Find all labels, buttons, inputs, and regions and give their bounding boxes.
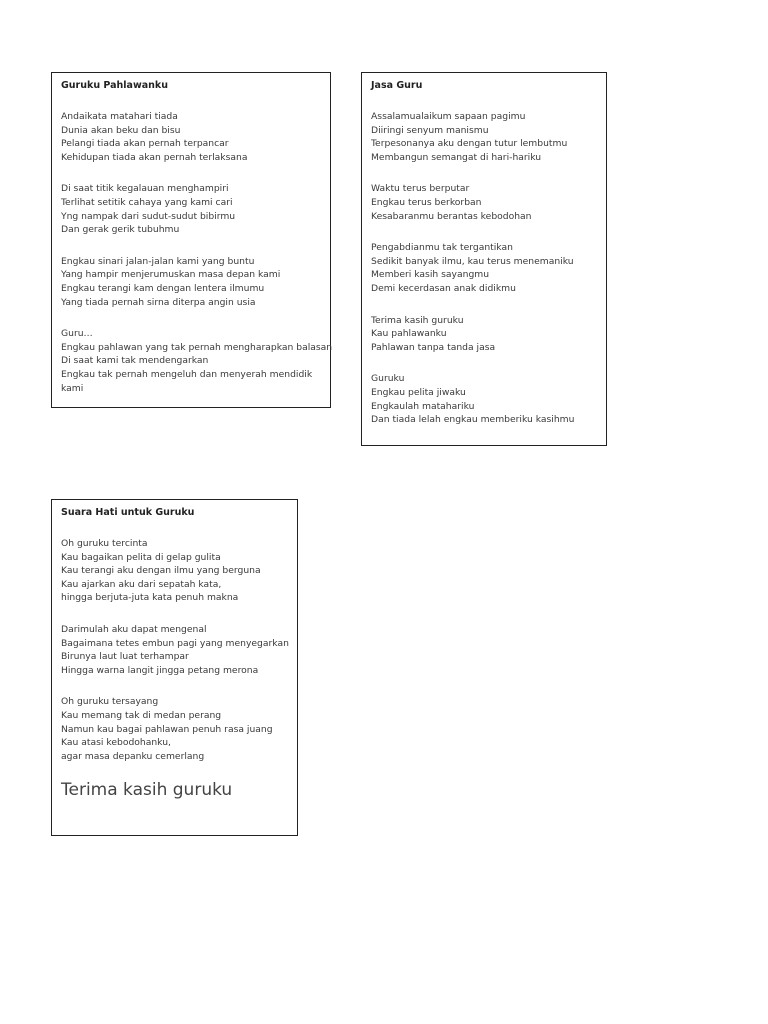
poem-card-guruku-pahlawanku [51, 72, 331, 408]
poem-line: Engkau pahlawan yang tak pernah mengharapkan balasan [61, 341, 333, 353]
poem-title: Suara Hati untuk Guruku [61, 507, 195, 518]
poem-line: Pahlawan tanpa tanda jasa [371, 341, 496, 353]
stanza [61, 255, 321, 309]
stanza [61, 182, 321, 236]
poem-line: Oh guruku tercinta [61, 538, 148, 549]
poem-line: Yang hampir menjerumuskan masa depan kami [61, 269, 281, 281]
poem-line: Engkau tak pernah mengeluh dan menyerah mendidik kami [61, 368, 313, 394]
stanza [61, 623, 288, 677]
poem-line: Membangun semangat di hari-hariku [371, 151, 542, 163]
poem-line: Guruku [371, 373, 405, 385]
poem-card-suara-hati [51, 499, 298, 836]
poem-line: Engkaulah matahariku [371, 400, 475, 412]
stanza [371, 241, 597, 295]
poem-line: Engkau sinari jalan-jalan kami yang buntu [61, 255, 255, 267]
poem-line: Assalamualaikum sapaan pagimu [371, 111, 526, 122]
poem-line: Dan gerak gerik tubuhmu [61, 224, 180, 236]
stanza [61, 695, 288, 763]
poem-line: Kau terangi aku dengan ilmu yang berguna [61, 565, 261, 577]
poem-line: Yang tiada pernah sirna diterpa angin usia [61, 296, 256, 308]
poem-line: Bagaimana tetes embun pagi yang menyegarkan [61, 637, 289, 649]
poem-line: Di saat titik kegalauan menghampiri [61, 183, 229, 195]
stanza [61, 110, 321, 164]
poem-line: Andaikata matahari tiada [61, 111, 178, 122]
poem-line: Di saat kami tak mendengarkan [61, 355, 209, 367]
poem-title: Jasa Guru [371, 80, 423, 91]
poem-line: Engkau pelita jiwaku [371, 386, 466, 398]
poem-line: Waktu terus berputar [371, 183, 470, 195]
poem-line: Sedikit banyak ilmu, kau terus menemaniku [371, 255, 574, 267]
poem-line: Kehidupan tiada akan pernah terlaksana [61, 151, 248, 163]
poem-line: Kau atasi kebodohanku, [61, 737, 171, 749]
poem-line: Kau bagaikan pelita di gelap gulita [61, 551, 221, 563]
stanza [371, 314, 597, 355]
poem-line: hingga berjuta-juta kata penuh makna [61, 592, 239, 604]
poem-line: Namun kau bagai pahlawan penuh rasa juang [61, 723, 273, 735]
poem-line: Engkau terangi kam dengan lentera ilmumu [61, 282, 265, 294]
poem-line: Terima kasih guruku [371, 314, 464, 326]
poem-line: Oh guruku tersayang [61, 696, 159, 708]
stanza [371, 182, 597, 223]
stanza [61, 537, 288, 605]
poem-line: Memberi kasih sayangmu [371, 269, 490, 281]
poem-line: Dunia akan beku dan bisu [61, 124, 181, 136]
poem-line: Engkau terus berkorban [371, 196, 482, 208]
poem-closing-line: Terima kasih guruku [61, 780, 233, 801]
stanza [371, 372, 597, 426]
poem-line: Pengabdianmu tak tergantikan [371, 242, 513, 254]
stanza [61, 327, 333, 395]
stanza [371, 110, 597, 164]
poem-line: Birunya laut luat terhampar [61, 651, 189, 663]
poem-title: Guruku Pahlawanku [61, 80, 168, 91]
poem-line: agar masa depanku cemerlang [61, 750, 205, 762]
poem-line: Hingga warna langit jingga petang merona [61, 664, 259, 676]
poem-line: Pelangi tiada akan pernah terpancar [61, 138, 229, 150]
poem-line: Dan tiada lelah engkau memberiku kasihmu [371, 414, 575, 426]
poem-line: Yng nampak dari sudut-sudut bibirmu [61, 210, 236, 222]
poem-line: Kau pahlawanku [371, 328, 447, 340]
poem-line: Demi kecerdasan anak didikmu [371, 282, 516, 294]
poem-line: Guru… [61, 328, 93, 340]
poem-line: Terpesonanya aku dengan tutur lembutmu [371, 138, 568, 150]
poem-line: Kau memang tak di medan perang [61, 709, 222, 721]
poem-line: Darimulah aku dapat mengenal [61, 623, 207, 635]
poem-line: Kesabaranmu berantas kebodohan [371, 210, 532, 222]
poem-card-jasa-guru [361, 72, 607, 446]
poem-line: Terlihat setitik cahaya yang kami cari [61, 196, 233, 208]
poem-line: Diiringi senyum manismu [371, 124, 489, 136]
poem-line: Kau ajarkan aku dari sepatah kata, [61, 578, 222, 590]
